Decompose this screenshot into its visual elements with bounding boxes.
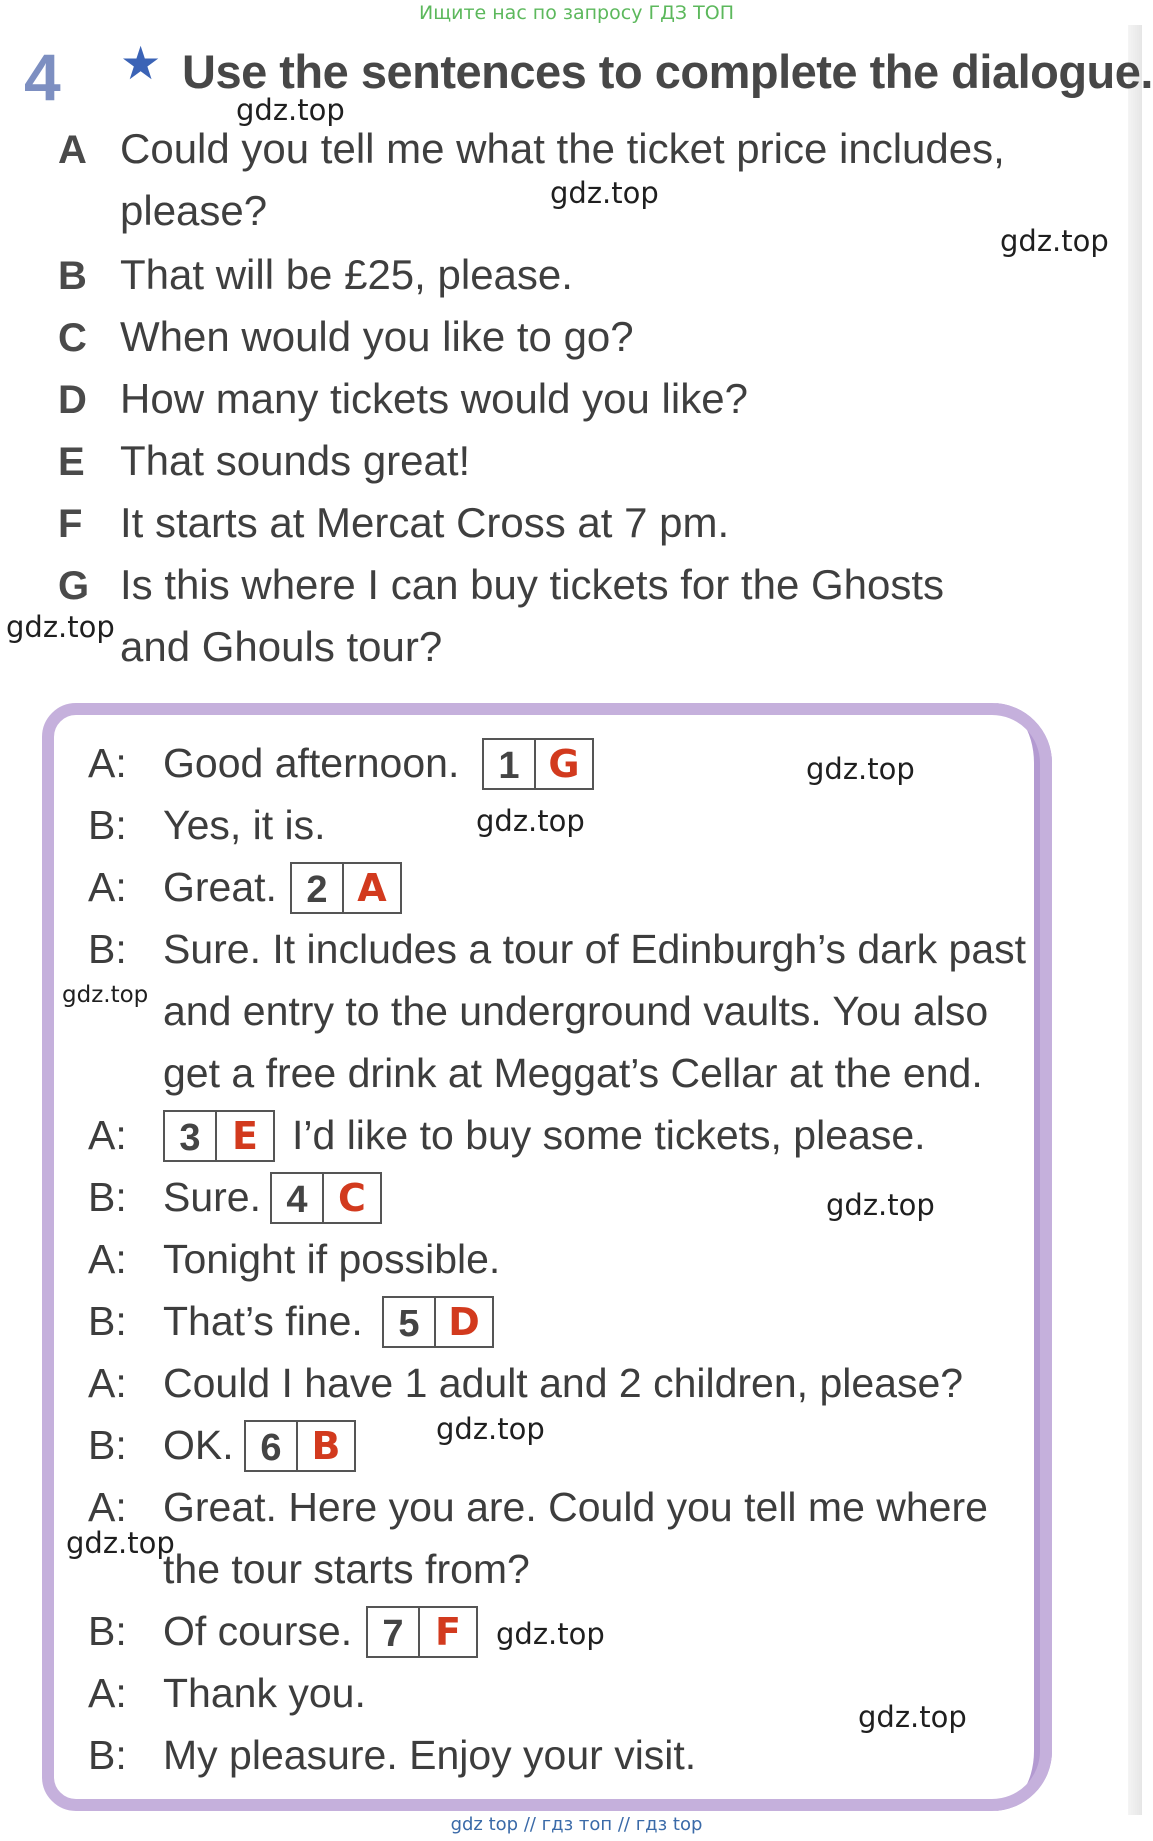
watermark-text: gdz.top [496,1617,605,1651]
speaker-label: B: [88,1422,127,1468]
answer-box-1[interactable] [482,738,594,790]
option-text: Is this where I can buy tickets for the Ghosts and Ghouls tour? [120,561,945,670]
gap-number: 4 [272,1174,324,1222]
star-icon: ★ [120,37,162,89]
gap-answer: D [448,1300,480,1344]
gap-answer: A [357,866,387,910]
option-letter: D [58,378,87,422]
watermark-text: gdz.top [1000,224,1109,258]
gap-number: 5 [384,1298,436,1346]
utterance: Tonight if possible. [163,1236,501,1282]
utterance: That’s fine. [163,1298,363,1344]
top-banner[interactable]: Ищите нас по запросу ГДЗ ТОП [419,2,734,24]
speaker-label: A: [88,1236,127,1282]
utterance: the tour starts from? [163,1546,530,1592]
speaker-label: A: [88,1360,127,1406]
watermark-text: gdz.top [858,1700,967,1734]
option-letter: G [58,564,90,608]
option-letter: E [58,440,85,484]
speaker-label: B: [88,1732,127,1778]
option-letter: F [58,502,83,546]
gap-number: 7 [368,1608,420,1656]
speaker-label: A: [88,740,127,786]
utterance: Good afternoon. [163,740,460,786]
utterance: and entry to the underground vaults. You also [163,988,989,1034]
watermark-text: gdz.top [550,176,659,210]
exercise-number: 4 [24,40,61,114]
watermark-text: gdz.top [236,93,345,127]
option-text: That sounds great! [120,437,471,484]
answer-box-6[interactable] [244,1420,356,1472]
answer-box-3[interactable] [163,1110,275,1162]
utterance: I’d like to buy some tickets, please. [292,1112,926,1158]
gap-number: 1 [484,740,536,788]
utterance: get a free drink at Meggat’s Cellar at the end. [163,1050,983,1096]
watermark-text: gdz.top [62,982,149,1008]
option-text: That will be £25, please. [120,251,573,298]
answer-box-4[interactable] [270,1172,382,1224]
utterance: Great. Here you are. Could you tell me where [163,1484,988,1530]
gap-number: 2 [292,864,344,912]
utterance: Sure. It includes a tour of Edinburgh’s dark past [163,926,1027,972]
option-letter: B [58,254,87,298]
speaker-label: A: [88,1484,127,1530]
watermark-text: gdz.top [806,752,915,786]
gap-answer: B [311,1424,341,1468]
gap-number: 3 [165,1112,217,1160]
option-letter: A [58,128,87,172]
watermark-text: gdz.top [476,804,585,838]
exercise-instruction: Use the sentences to complete the dialogue. [182,45,1153,98]
gap-answer: C [338,1176,366,1220]
speaker-label: B: [88,926,127,972]
watermark-text: gdz.top [436,1412,545,1446]
gap-answer: E [232,1114,258,1158]
bottom-banner[interactable]: gdz top // гдз топ // гдз top [450,1814,703,1835]
utterance: Great. [163,864,277,910]
speaker-label: B: [88,802,127,848]
speaker-label: B: [88,1608,127,1654]
utterance: Sure. [163,1174,261,1220]
gap-answer: F [435,1610,461,1654]
utterance: Could I have 1 adult and 2 children, please? [163,1360,964,1406]
answer-box-5[interactable] [382,1296,494,1348]
speaker-label: A: [88,1670,127,1716]
gap-number: 6 [246,1422,298,1470]
option-text: When would you like to go? [120,313,634,360]
page-edge [1128,25,1142,1815]
option-letter: C [58,316,87,360]
gap-answer: G [548,742,580,786]
utterance: OK. [163,1422,234,1468]
utterance: My pleasure. Enjoy your visit. [163,1732,697,1778]
answer-box-2[interactable] [290,862,402,914]
utterance: Yes, it is. [163,802,326,848]
watermark-text: gdz.top [66,1526,175,1560]
watermark-text: gdz.top [6,610,115,644]
speaker-label: A: [88,864,127,910]
watermark-text: gdz.top [826,1188,935,1222]
speaker-label: B: [88,1298,127,1344]
option-text: Could you tell me what the ticket price includes, please? [120,125,1005,234]
speaker-label: B: [88,1174,127,1220]
speaker-label: A: [88,1112,127,1158]
utterance: Of course. [163,1608,353,1654]
option-text: It starts at Mercat Cross at 7 pm. [120,499,730,546]
option-text: How many tickets would you like? [120,375,748,422]
utterance: Thank you. [163,1670,366,1716]
answer-box-7[interactable] [366,1606,478,1658]
